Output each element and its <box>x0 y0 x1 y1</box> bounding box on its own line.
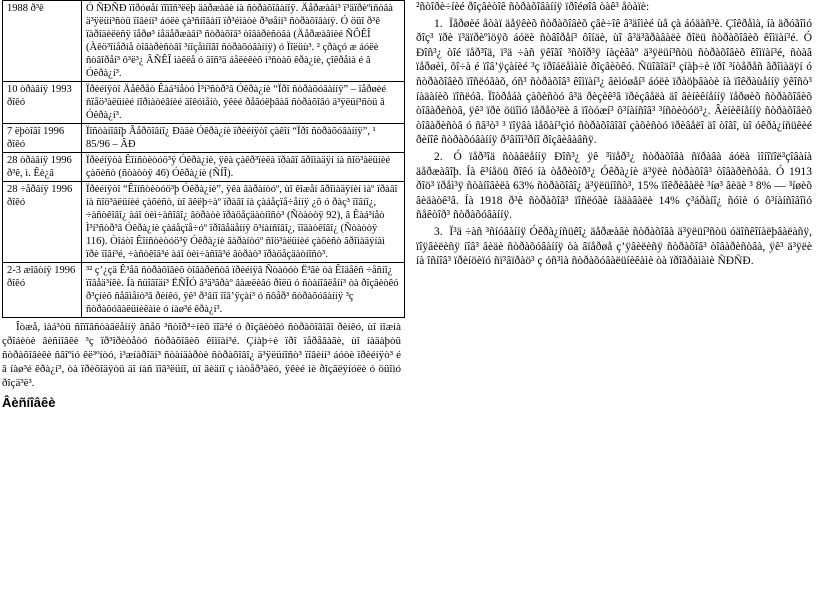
table-row <box>3 182 405 263</box>
conclusions-heading: Âèñíîâêè <box>2 395 56 410</box>
stages-intro: ²ñòîðè÷íèé ðîçâèòîê ñòðàõîâàííÿ ïðîéøîâ òàê³ åòàïè: <box>416 1 650 13</box>
conclusion-paragraph: Îòæå, ìàá³òü ñîïîâñòàâëåííÿ âñåõ ³ñòîð³÷íèõ ïîä³é ó ðîçâèòêó ñòðàõîâîãî ðèíêó, ùî ìîæíà çðîáèòè âèñíîâêè ³ç ïð³îðèòåòó ñòðàõîâèõ êîìïàí³é. Çíàþ÷è ïðî ïåðåâàãè, ùî íàäàþòü ñòðàõîâèêè ñâîºìó êë³ºíòó, ì³æíàðîäí³ ñòàíäàðòè ñòðàõîâî¿ ä³ÿëüíîñò³ ïîâèíí³ áóòè ïðèéíÿò³ é â íàø³é êðà¿í³, òà ïðèõîäÿòü äî íàñ ïîâ³ëüíî, ùî âèäíî ç ìàòåð³àëó, ÿêèé ìè ðîçãëÿíóëè ó öüîìó ðîçä³ë³. <box>2 321 401 389</box>
table-row <box>3 124 405 153</box>
row-date: 2-3 æîâòíÿ 1996 ðîêó <box>3 263 82 318</box>
stage-number: 2. <box>434 150 443 163</box>
row-event: Ó ÑÐÑÐ ïîðóøåí ïîïîñ³ëëþ äàðæàâè íà ñòðàõîâàíîÿ. Äåðæàâí³ ï³äïðèºìñòâà ä³ÿëüí³ñòü ïîâèíí³ áóëè çà³ñíîâàíî ïð³éìàòè ð³øåíí³ ñòðàõîâàíÿ. Ó öüî ð³ê ïàðîäèëèñÿ ïåðø³ íåäåðæàâí³ ñòðàõîâ³ òîâàðèñòâà (Äåðæàâíèé ÑÔÊÎ (Àêö³îíåðíå òîâàðèñòâî ³íîçåìíîãî ñòðàõóâàííÿ) ó Ïîëüù³. ² çðàçó æ áóëè ñòâîðåí³ ô³ë³¿ ÂÑÊÎ ìàêëå ó äîñ³ä áåëèêèõ ì³ñòàõ êðà¿íè, çîêðåìà é â Óêðà¿í³. <box>82 1 405 82</box>
right-column <box>416 0 812 271</box>
stage-paragraph <box>416 150 812 223</box>
stage-number: 3. <box>434 225 443 238</box>
stage-paragraph <box>416 225 812 269</box>
left-column <box>2 0 405 410</box>
row-date: 7 ëþòîãî 1996 ðîêó <box>3 124 82 153</box>
row-date: 10 òðàâíÿ 1993 ðîêó <box>3 82 82 124</box>
table-row <box>3 263 405 318</box>
table-row <box>3 153 405 182</box>
row-event: Ïðèéíÿòî Äåêðåò Êàá³íåòó Ì³í³ñòð³â Óêðà¿íè “Ïðî ñòðàõóâàííÿ” – ïåðøèé ñïåö³àëüíèé íîðìàòèâíèé äîêóìåíò, ÿêèé ðåãóëþâàâ ñòðàõîâó ä³ÿëüí³ñòü â Óêðà¿í³. <box>82 82 405 124</box>
history-table <box>2 0 405 318</box>
table-row <box>3 1 405 82</box>
table-row <box>3 82 405 124</box>
stage-text: Ï³ä ÷àñ ³ñíóâàííÿ Óêðà¿íñüêî¿ äåðæàâè ñòðàõîâà ä³ÿëüí³ñòü óäîñêîíàëþâàëàñÿ, ïîÿâèëèñÿ íîâ³ âèäè ñòðàõóâàííÿ òà âïåðøå ç’ÿâèëèñÿ ñòðàõîâ³ òîâàðèñòâà, ÿê³ ä³ÿëè íà îñíîâ³ ïðèíöèïó ñï³âïðàö³ ç óñ³ìà ñòðàõóâàëüíèêàìè òà ïðîãðàìàìè ÑÐÑÐ. <box>416 225 812 268</box>
stage-text: Ïåðøèé åòàï äåÿêèõ ñòðàõîâèõ çâè÷îê â³äîìèé ùå çà áóäàñ³è. Çîêðåìà, íà äðóãîìó ðîç³ ïðè ï³äïðèºìöÿõ áóëè ñòâîðåí³ ôîíäè, ùî â³ä³ãðàâàëè ðîëü ñòðàõîâèõ êîìïàí³é. Ó Ðîñ³¿ òîé ïåð³îä, ï³ä ÷àñ ÿêîãî ³ñòîð³ÿ íàçèâàº ä³ÿëüí³ñòü ñòðàõîâèõ êîìïàí³é, ñòàâ ïåðøèì, õî÷à é ïîâ’ÿçàíèé ³ç ïðîáëåìàìè ðîçâèòêó. Ñüîãîäí³ çíàþ÷è ïðî ³íòåðåñ ãðîìàäÿí ó ñòðàõîâèõ ïîñëóãàõ, óñ³ ñòðàõîâ³ êîìïàí³¿ âèìóøåí³ áóëè ïðàöþâàòè íà ïîêðàùåííÿ ÿêîñò³ íàäàíèõ ïîñëóã. Ïîòðåáà çàõèñòó â³ä ðèçèê³â ïðèçâåëà äî âèíèêíåííÿ ïåðøèõ ñòðàõîâèõ òîâàðèñòâ, ÿê³ ïðè öüîìó ïåðåò³ëè â ïîòóæí³ ô³íàíñîâ³ ³íñòèòóö³¿. Âèíèêíåííÿ ñòðàõîâèõ òîâàðèñòâ ó ñâ³ò³ ³ ïîÿâà ìåõàí³çìó ñòðàõîâîãî çàõèñòó ïðèâåëî äî òîãî, ùî óêðà¿íñüêèé ðèíîê ñòðàõóâàííÿ ð³âíîì³ðíî ðîçâèâàâñÿ. <box>416 17 812 147</box>
row-date: 28 òðàâíÿ 1996 ð³ê, ì. Êè¿â <box>3 153 82 182</box>
stage-text: Ó ïåð³îä ñòàâëåííÿ Ðîñ³¿ ÿê ³ìïåð³¿ ñòðàõîâà ñïðàâà áóëà ìîíîïîë³çîâàíà äåðæàâîþ. Íà ê³íåöü ðîêó íà òåðèòîð³¿ Óêðà¿íè ä³ÿëè ñòðàõîâ³ òîâàðèñòâà. Ó 1913 ðîö³ ïðåì³ÿ ñòàíîâèëà 63% ñòðàõîâî¿ ä³ÿëüíîñò³, 15% ïîêðèâàëè ³íø³ âèäè ³ 8% — ³íøèõ âèäàòê³â. Íà 1918 ð³ê ñòðàõîâ³ ïîñëóãè íàäàâàëè 14% ç³áðàíî¿ ñóìè ó ô³íàíñîâîìó ñåêòîð³ ñòðàõóâàííÿ. <box>416 150 812 222</box>
stage-number: 1. <box>434 17 443 30</box>
stages-list <box>416 17 812 269</box>
row-event: Ïðèéíÿòî “Êîíñòèòóö³þ Óêðà¿íè”, ÿêà ãàðàíòóº, ùî êîæåí ãðîìàäÿíèí ìàº ïðàâî íà ñîö³àëüíèé çàõèñò, ùî âêëþ÷àº ïðàâî íà çàáåçïå÷åííÿ ¿õ ó ðàç³ ïîâíî¿, ÷àñòêîâî¿ àáî òèì÷àñîâî¿ âòðàòè ïðàöåçäàòíîñò³ (Ñòàòòÿ 92), â Êàá³íåò Ì³í³ñòð³â Óêðà¿íè çàáåçïå÷óº ïðîâåäåííÿ ô³íàíñîâî¿, ïîäàòêîâî¿ (Ñòàòòÿ 116). Òîáòî Êîíñòèòóö³ÿ Óêðà¿íè ãàðàíòóº ñîö³àëüíèé çàõèñò ãðîìàäÿíàì ïðè ïîâí³é, ÷àñòêîâ³é àáî òèì÷àñîâ³é âòðàò³ ïðàöåçäàòíîñò³. <box>82 182 405 263</box>
row-event: ³² ç’¿çä Ê³åâ ñòðàõîâèõ òîâàðèñòâ ïðèéíÿâ Ñòàòóò Ë³ãè òà Êîäåêñ ÷åñíî¿ ïîâåä³íêè. Íà ñüîãîäí³ ËÑÎÓ â³ä³ãðàº âàæëèâó ðîëü ó ñòàíîâëåíí³ òà ðîçâèòêó ð³çíèõ ñåãìåíò³â ðèíêó, ÿê³ ð³âíî ïîâ’ÿçàí³ ó ñôåð³ ñòðàõóâàííÿ ³ç ñòðàõóâàëüíèêàìè ó íàø³é êðà¿í³. <box>82 263 405 318</box>
stage-paragraph <box>416 17 812 148</box>
row-date: 28 ÷åðâíÿ 1996 ðîêó <box>3 182 82 263</box>
row-event: Ïðèéíÿòà Êîíñòèòóö³ÿ Óêðà¿íè, ÿêà çàêð³ïèëà ïðàâî ãðîìàäÿí íà ñîö³àëüíèé çàõèñò (ñòàòòÿ 46) Óêðà¿íè (ÑÍÎ). <box>82 153 405 182</box>
row-event: Ïîñòàíîâîþ Âåðõîâíî¿ Ðàäè Óêðà¿íè ïðèéíÿòî çàêîí “Ïðî ñòðàõóâàííÿ”, ¹ 85/96 – ÂÐ <box>82 124 405 153</box>
row-date: 1988 ð³ê <box>3 1 82 82</box>
